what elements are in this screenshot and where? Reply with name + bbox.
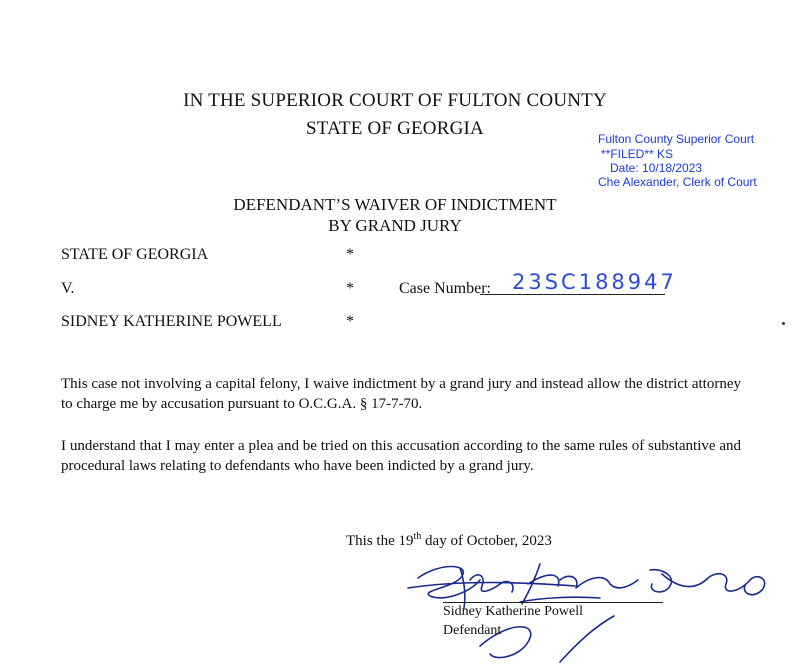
scan-speck <box>782 322 785 325</box>
dateline-ordinal: th <box>413 531 422 542</box>
caption-separator: * <box>346 280 354 297</box>
understanding-paragraph: I understand that I may enter a plea and be tried on this accusation according to the same rules of substantive and procedural laws relating to defendants who have been indicted by a grand jury. <box>61 438 741 474</box>
case-number-label: Case Number: <box>399 280 491 297</box>
document-subtitle: BY GRAND JURY <box>328 216 462 235</box>
signature-line <box>443 602 663 603</box>
filing-stamp-court: Fulton County Superior Court <box>598 132 755 146</box>
court-state: STATE OF GEORGIA <box>306 118 484 139</box>
caption-separator: * <box>346 313 354 330</box>
caption-plaintiff: STATE OF GEORGIA <box>61 246 209 263</box>
filing-stamp-clerk: Che Alexander, Clerk of Court <box>598 175 757 189</box>
filing-stamp-date: Date: 10/18/2023 <box>610 161 703 175</box>
court-name: IN THE SUPERIOR COURT OF FULTON COUNTY <box>183 90 607 111</box>
filing-stamp-filed: **FILED** KS <box>601 147 674 161</box>
caption-defendant: SIDNEY KATHERINE POWELL <box>61 313 282 330</box>
document-title: DEFENDANT’S WAIVER OF INDICTMENT <box>233 195 557 214</box>
dateline <box>346 531 552 550</box>
caption-separator: * <box>346 246 354 263</box>
signer-name: Sidney Katherine Powell <box>443 604 583 619</box>
case-number-line <box>480 294 665 295</box>
case-number-handwritten: 23SC188947 <box>512 270 677 294</box>
dateline-prefix: This the 19 <box>346 533 414 549</box>
signer-role: Defendant <box>443 623 502 638</box>
waiver-paragraph: This case not involving a capital felony, I waive indictment by a grand jury and instead allow the district attorney to charge me by accusation pursuant to O.C.G.A. § 17-7-70. <box>61 376 741 412</box>
dateline-rest: day of October, 2023 <box>421 533 552 549</box>
caption-versus: V. <box>61 280 75 297</box>
